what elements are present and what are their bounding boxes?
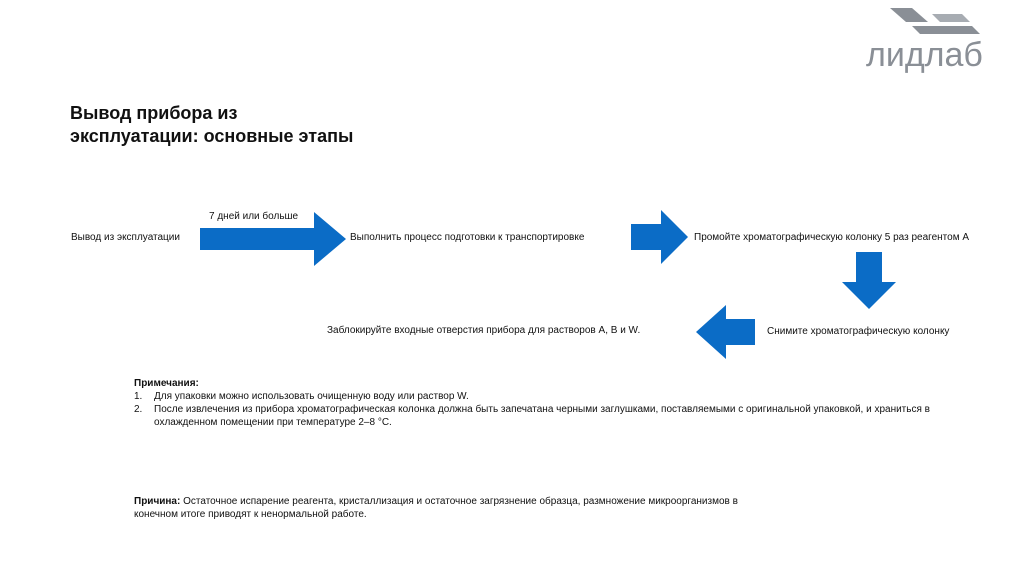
brand-name: лидлаб (866, 36, 983, 74)
note-item (134, 390, 954, 403)
notes-block (134, 377, 954, 429)
reason-label: Причина: (134, 496, 181, 507)
duration-label: 7 дней или больше (209, 211, 299, 222)
note-number: 1. (134, 391, 143, 402)
arrow-right-short (631, 210, 689, 264)
page-title: Вывод прибора из эксплуатации: основные этапы (70, 103, 354, 146)
arrow-right-long (200, 212, 348, 266)
note-text: Для упаковки можно использовать очищенную воду или раствор W. (154, 391, 469, 402)
arrow-left (696, 305, 756, 359)
note-item (134, 403, 954, 429)
step-remove-column: Снимите хроматографическую колонку (767, 326, 950, 337)
note-text: После извлечения из прибора хроматографическая колонка должна быть запечатана черными заглушками, поставляемыми с оригинальной упаковкой, и храниться в охлажденном помещении при температуре 2–8 °C. (154, 404, 930, 428)
step-prepare-transport: Выполнить процесс подготовки к транспортировке (350, 232, 585, 243)
note-number: 2. (134, 404, 143, 415)
reason-block (134, 495, 754, 521)
reason-text: Остаточное испарение реагента, кристаллизация и остаточное загрязнение образца, размножение микроорганизмов в конечном итоге приводят к ненормальной работе. (134, 496, 738, 520)
arrow-down (842, 252, 896, 310)
step-block-inlets: Заблокируйте входные отверстия прибора для растворов A, B и W. (327, 325, 641, 336)
step-decommission: Вывод из эксплуатации (71, 232, 180, 243)
step-flush-column: Промойте хроматографическую колонку 5 раз реагентом A (694, 232, 970, 243)
notes-title: Примечания: (134, 378, 199, 389)
